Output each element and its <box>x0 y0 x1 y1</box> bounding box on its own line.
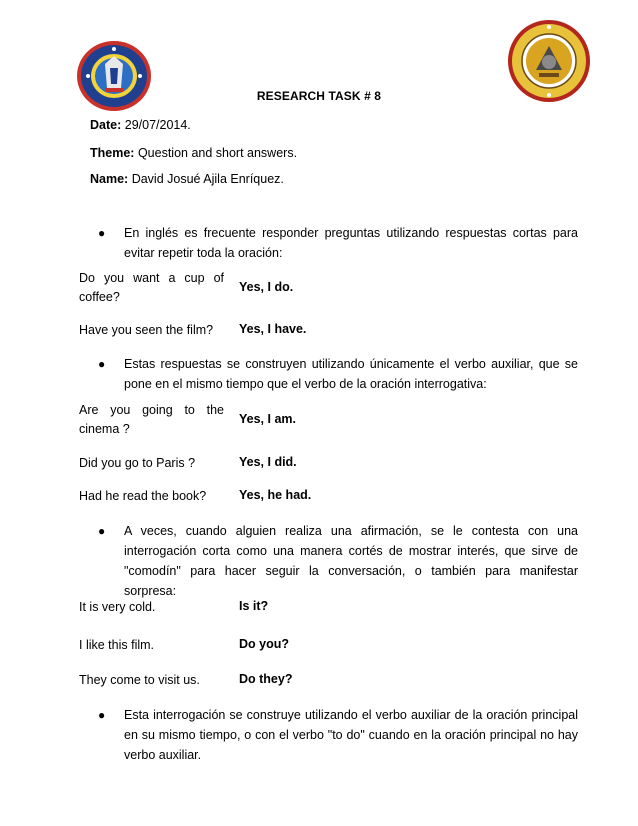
example-answer-6: Is it? <box>239 599 269 613</box>
paragraph-line: Esta interrogación se construye utilizando el verbo auxiliar de la oración principal <box>124 708 578 722</box>
name-label: Name: <box>90 172 129 186</box>
example-question-5 <box>79 487 206 506</box>
paragraph-line: "comodín" para hacer seguir la conversación, o también para manifestar <box>124 564 578 578</box>
paragraph-line: evitar repetir toda la oración: <box>124 246 283 260</box>
bullet-icon: ● <box>98 226 106 240</box>
question-line: I like this film. <box>79 638 155 652</box>
date-line <box>90 118 191 132</box>
theme-value: Question and short answers. <box>137 146 298 160</box>
question-line: Had he read the book? <box>79 489 207 503</box>
question-line: Do you want a cup of <box>79 271 224 285</box>
example-answer-7: Do you? <box>239 637 289 651</box>
example-question-8 <box>79 671 200 690</box>
question-line: It is very cold. <box>79 600 156 614</box>
bullet-paragraph-3 <box>124 521 578 601</box>
paragraph-line: pone en el mismo tiempo que el verbo de la oración interrogativa: <box>124 377 487 391</box>
example-question-4 <box>79 454 195 473</box>
question-line: Are you going to the <box>79 403 224 417</box>
bullet-icon: ● <box>98 708 106 722</box>
name-value: David Josué Ajila Enríquez. <box>131 172 284 186</box>
example-question-7 <box>79 636 154 655</box>
example-answer-4: Yes, I did. <box>239 455 297 469</box>
example-question-1 <box>79 269 224 307</box>
name-line <box>90 172 284 186</box>
example-answer-8: Do they? <box>239 672 293 686</box>
question-line: Did you go to Paris ? <box>79 456 196 470</box>
paragraph-line: A veces, cuando alguien realiza una afirmación, se le contesta con una <box>124 524 578 538</box>
date-value: 29/07/2014. <box>124 118 191 132</box>
paragraph-line: En inglés es frecuente responder preguntas utilizando respuestas cortas para <box>124 226 578 240</box>
example-answer-3: Yes, I am. <box>239 412 296 426</box>
example-answer-5: Yes, he had. <box>239 488 312 502</box>
paragraph-line: sorpresa: <box>124 584 177 598</box>
question-line: Have you seen the film? <box>79 323 214 337</box>
bullet-paragraph-2 <box>124 354 578 394</box>
paragraph-line: Estas respuestas se construyen utilizando únicamente el verbo auxiliar, que se <box>124 357 578 371</box>
paragraph-line: interrogación corta como una manera cortés de mostrar interés, que sirve de <box>124 544 578 558</box>
paragraph-line: en su mismo tiempo, o con el verbo "to do" cuando en la oración principal no hay <box>124 728 578 742</box>
date-label: Date: <box>90 118 122 132</box>
bullet-paragraph-1 <box>124 223 578 263</box>
question-line: coffee? <box>79 290 120 304</box>
example-answer-1: Yes, I do. <box>239 280 294 294</box>
example-question-3 <box>79 401 224 439</box>
example-answer-2: Yes, I have. <box>239 322 307 336</box>
example-question-2 <box>79 321 213 340</box>
example-question-6 <box>79 598 155 617</box>
bullet-icon: ● <box>98 357 106 371</box>
paragraph-line: verbo auxiliar. <box>124 748 202 762</box>
theme-line <box>90 146 297 160</box>
question-line: cinema ? <box>79 422 130 436</box>
question-line: They come to visit us. <box>79 673 200 687</box>
bullet-paragraph-4 <box>124 705 578 765</box>
page-title: RESEARCH TASK # 8 <box>256 89 382 103</box>
theme-label: Theme: <box>90 146 135 160</box>
bullet-icon: ● <box>98 524 106 538</box>
